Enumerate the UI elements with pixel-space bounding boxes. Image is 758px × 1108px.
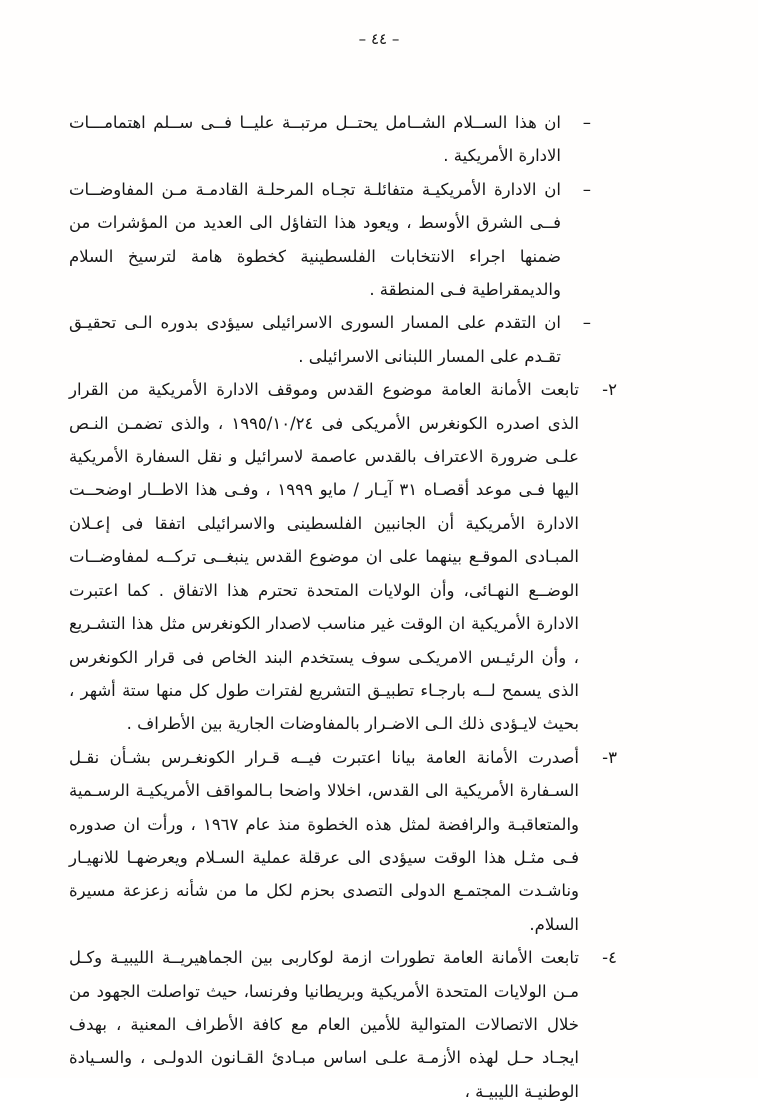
list-item-bullet-3 xyxy=(69,306,591,373)
bullet-dash-marker: – xyxy=(582,113,591,132)
list-item-text: تابعت الأمانة العامة موضوع القدس وموقف الادارة الأمريكية من القرار الذى اصدره الكونغرس الأمريكى فى ١٩٩٥/١٠/٢٤ ، والذى تضمـن النـص علـى ضرورة الاعتراف بالقدس عاصمة لاسرائيل و نقل السفارة الأمريكية اليها فـى موعد أقصـاه ٣١ آيـار / مايو ١٩٩٩ ، وفـى هذا الاطــار اوضحــت الادارة الأمريكية أن الجانبين الفلسطينى والاسرائيلى اتفقا فى إعـلان المبـادى الموقـع بينهما على ان موضوع القدس ينبغــى تركــه لمفاوضــات الوضــع النهـائى، وأن الولايات المتحدة تحترم هذا الاتفاق . كما اعتبرت الادارة الأمريكية ان الوقت غير مناسب لاصدار الكونغرس مثل هذا التشـريع ، وأن الرئيـس الامريكـى سوف يستخدم البند الخاص فى قرار الكونغرس الذى يسمح لــه بارجـاء تطبيـق التشريع لفترات طول كل منها ستة أشهر ، بحيث لايـؤدى ذلك الـى الاضـرار بالمفاوضات الجارية بين الأطراف . xyxy=(69,380,580,734)
list-item-numbered-2 xyxy=(69,373,617,740)
list-item-text: تابعت الأمانة العامة تطورات ازمة لوكاربى بين الجماهيريــة الليبيـة وكـل مـن الولايات المتحدة الأمريكية وبريطانيا وفرنسا، حيث تواصلت الجهود من خلال الاتصالات المتوالية للأمين العام مع كافة الأطراف المعنية ، بهدف ايجـاد حـل لهذه الأزمـة علـى اساس مبـادئ القـانون الدولـى ، والسـيادة الوطنيـة الليبيـة ، xyxy=(69,948,579,1101)
bullet-dash-marker: – xyxy=(582,313,591,333)
list-item-numbered-4 xyxy=(69,941,617,1108)
item-number-marker: ٣- xyxy=(602,747,617,767)
item-number-marker: ٢- xyxy=(602,380,617,400)
document-body xyxy=(69,106,617,1108)
list-item-text: ان الادارة الأمريكيـة متفائلـة تجـاه المرحلـة القادمـة مـن المفاوضــات فــى الشرق الأوسط ، ويعود هذا التفاؤل الى العديد من المؤشرات من ضمنها اجراء الانتخابات الفلسطينية كخطوة هامة لترسيخ السلام والديمقراطية فـى المنطقة . xyxy=(69,179,561,300)
list-item-text: أصدرت الأمانة العامة بيانا اعتبرت فيــه قـرار الكونغـرس بشـأن نقـل السـفارة الأمريكية الى القدس، اخلالا واضحا بـالمواقف الأمريكيـة الرسـمية والمتعاقبـة والرافضة لمثل هذه الخطوة منذ عام ١٩٦٧ ، ورأت ان صدوره فـى مثـل هذا الوقت سيؤدى الى عرقلة عملية السـلام ويعرضهـا للانهيـار وناشـدت المجتمـع الدولى التصدى بحزم لكل ما من شأنه زعزعة مسيرة السلام. xyxy=(69,747,579,934)
list-item-bullet-2 xyxy=(69,173,591,307)
list-item-text: ان هذا الســلام الشــامل يحتــل مرتبــة عليــا فــى ســلم اهتمامـــات الادارة الأمريكية . xyxy=(69,113,561,166)
item-number-marker: ٤- xyxy=(602,948,617,968)
list-item-numbered-3 xyxy=(69,741,617,941)
bullet-dash-marker: – xyxy=(582,179,591,199)
list-item-bullet-1 xyxy=(69,106,591,173)
list-item-text: ان التقدم على المسار السورى الاسرائيلى سيؤدى بدوره الـى تحقيـق تقـدم على المسار اللبنانى الاسرائيلى . xyxy=(69,313,561,366)
page-number: – ٤٤ – xyxy=(358,30,400,48)
